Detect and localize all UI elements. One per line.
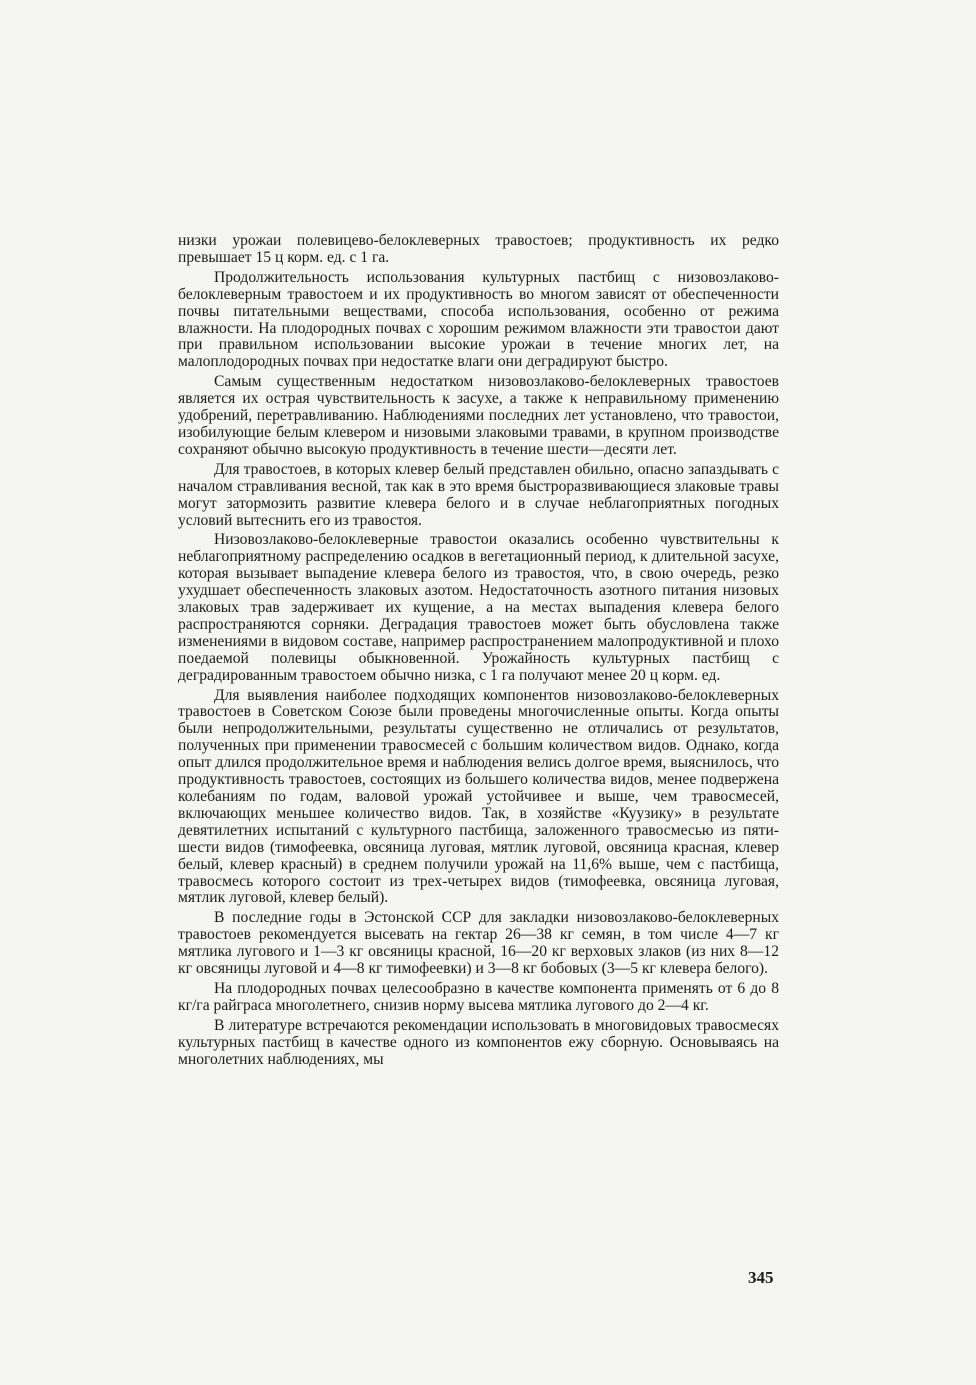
paragraph: Низовозлаково-белоклеверные травостои оказались особенно чувствительны к неблагоприятному распределению осадков в вегетационный период, к длительной засухе, которая вызывает выпадение клевера белого из травостоя, что, в свою очередь, резко ухудшает обеспеченность злаковых азотом. Недостаточность азотного питания низовых злаковых трав задерживает их кущение, а на местах выпадения клевера белого распространяются сорняки. Деградация травостоев может быть обусловлена также изменениями в видовом составе, например распространением малопродуктивной и плохо поедаемой полевицы обыкновенной. Урожайность культурных пастбищ с деградированным травостоем обычно низка, с 1 га получают менее 20 ц корм. ед. bbox=[178, 531, 779, 684]
page-number: 345 bbox=[748, 1268, 774, 1287]
paragraph: Продолжительность использования культурных пастбищ с низовозлаково-белоклеверным травостоем и их продуктивность во многом зависят от обеспеченности почвы питательными веществами, способа использования, особенно от режима влажности. На плодородных почвах с хорошим режимом влажности эти травостои дают при правильном использовании высокие урожаи в течение многих лет, на малоплодородных почвах при недостатке влаги они деградируют быстро. bbox=[178, 268, 779, 371]
paragraph: Для травостоев, в которых клевер белый представлен обильно, опасно запаздывать с началом стравливания весной, так как в это время быстроразвивающиеся злаковые травы могут затормозить развитие клевера белого и в случае неблагоприятных погодных условий вытеснить его из травостоя. bbox=[178, 460, 779, 529]
body-text bbox=[178, 233, 779, 1072]
paragraph: низки урожаи полевицево-белоклеверных травостоев; продуктивность их редко превышает 15 ц корм. ед. с 1 га. bbox=[178, 232, 779, 266]
paragraph: На плодородных почвах целесообразно в качестве компонента применять от 6 до 8 кг/га райграса многолетнего, снизив норму высева мятлика лугового до 2—4 кг. bbox=[178, 979, 779, 1014]
paragraph: Для выявления наиболее подходящих компонентов низовозлаково-белоклеверных травостоев в Советском Союзе были проведены многочисленные опыты. Когда опыты были непродолжительными, результаты существенно не отличались от результатов, полученных при применении травосмесей с большим количеством видов. Однако, когда опыт длился продолжительное время и наблюдения велись долгое время, выяснилось, что продуктивность травостоев, состоящих из большего количества видов, менее подвержена колебаниям по годам, валовой урожай устойчивее и выше, чем травосмесей, включающих меньшее количество видов. Так, в хозяйстве «Куузику» в результате девятилетних испытаний с культурного пастбища, заложенного травосмесью из пяти-шести видов (тимофеевка, овсяница луговая, мятлик луговой, овсяница красная, клевер белый, клевер красный) в среднем получили урожай на 11,6% выше, чем с пастбища, травосмесь которого состоит из трех-четырех видов (тимофеевка, овсяница луговая, мятлик луговой, клевер белый). bbox=[178, 686, 779, 907]
paragraph: Самым существенным недостатком низовозлаково-белоклеверных травостоев является их острая чувствительность к засухе, а также к неправильному применению удобрений, перетравливанию. Наблюдениями последних лет установлено, что травостои, изобилующие белым клевером и низовыми злаковыми травами, в крупном производстве сохраняют обычно высокую продуктивность в течение шести—десяти лет. bbox=[178, 373, 779, 458]
paragraph: В последние годы в Эстонской ССР для закладки низовозлаково-белоклеверных травостоев рекомендуется высевать на гектар 26—38 кг семян, в том числе 4—7 кг мятлика лугового и 1—3 кг овсяницы красной, 16—20 кг верховых злаков (из них 8—12 кг овсяницы луговой и 4—8 кг тимофеевки) и 3—8 кг бобовых (3—5 кг клевера белого). bbox=[178, 909, 779, 978]
paragraph: В литературе встречаются рекомендации использовать в многовидовых травосмесях культурных пастбищ в качестве одного из компонентов ежу сборную. Основываясь на многолетних наблюдениях, мы bbox=[178, 1016, 779, 1068]
